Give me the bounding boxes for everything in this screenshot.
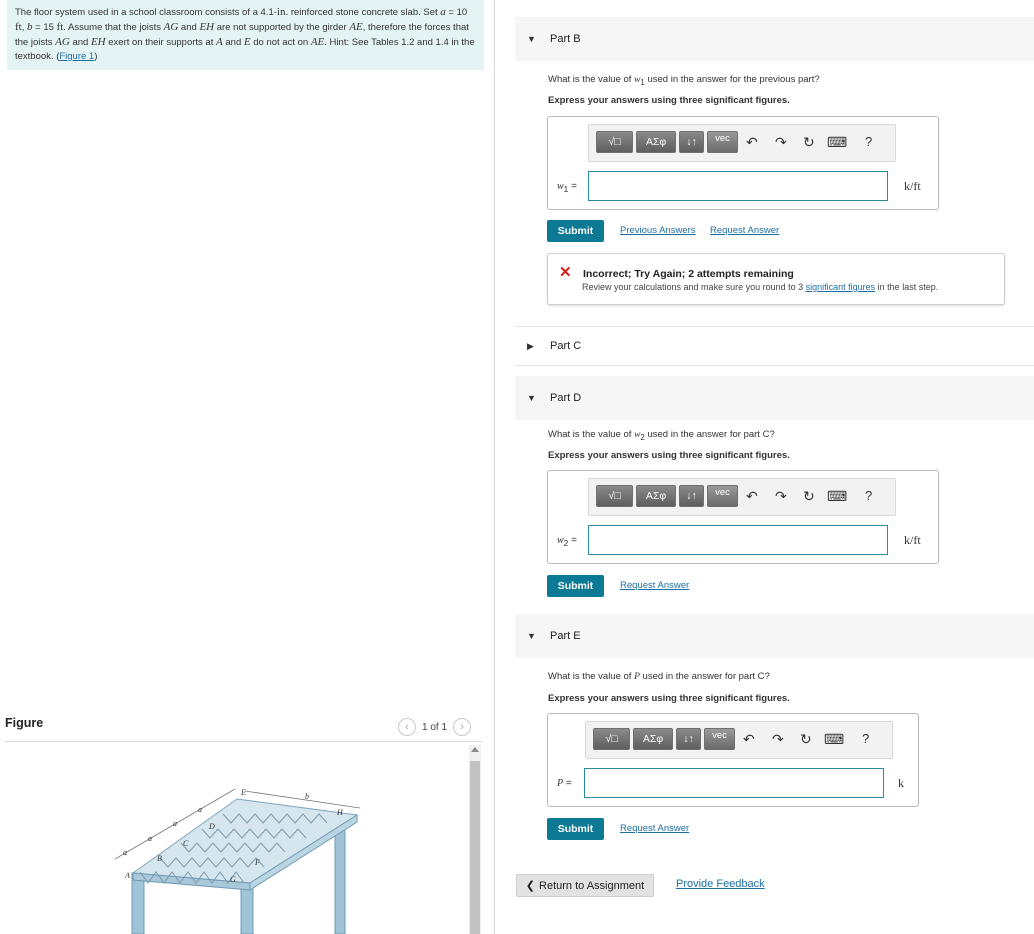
w2-answer-input[interactable] [588, 525, 888, 555]
error-x-icon: ✕ [559, 264, 572, 281]
dim-label-a: a [198, 805, 202, 814]
p-variable-label: P = [557, 778, 572, 789]
return-to-assignment-button[interactable] [516, 874, 654, 897]
part-e-label: Part E [550, 630, 581, 642]
undo-icon[interactable]: ↶ [746, 488, 758, 504]
feedback-title: Incorrect; Try Again; 2 attempts remaining [583, 268, 794, 280]
dim-label-a: a [173, 819, 177, 828]
part-e-answer-box [547, 713, 919, 807]
part-d-label: Part D [550, 392, 582, 404]
figure-scrollbar[interactable] [469, 745, 481, 934]
reset-icon[interactable]: ↻ [800, 731, 812, 747]
point-label-H: H [337, 808, 343, 817]
part-d-header[interactable] [515, 376, 1034, 420]
undo-icon[interactable]: ↶ [746, 134, 758, 150]
provide-feedback-link[interactable]: Provide Feedback [676, 878, 765, 890]
w2-unit: k/ft [904, 533, 921, 547]
vector-button[interactable]: vec [707, 485, 738, 507]
return-label: Return to Assignment [539, 879, 645, 892]
part-b-instruction: Express your answers using three significant figures. [548, 95, 790, 106]
collapsed-triangle-icon: ▶ [527, 340, 534, 351]
dim-label-a: a [123, 848, 127, 857]
figure-page-count: 1 of 1 [422, 721, 448, 733]
problem-statement: The floor system used in a school classroom consists of a 4.1-in. reinforced stone concrete slab. Set a = 10 ft, b = 15 ft. Assume that the joists AG and EH are not supported by the girder AE, therefore the forces that the joists AG and EH exert on their supports at A and E do not act on AE. Hint: See Tables 1.2 and 1.4 in the textbook. (Figure 1) [7, 0, 484, 70]
part-d-answer-box [547, 470, 939, 564]
keyboard-icon[interactable]: ⌨ [827, 488, 848, 504]
part-b-question: What is the value of $w_1$ used in the answer for the previous part? [548, 74, 820, 87]
w1-variable-label: $w_1$ = [557, 181, 577, 194]
part-e-submit-button[interactable]: Submit [547, 818, 604, 840]
left-pane [0, 0, 495, 934]
next-figure-icon[interactable]: › [453, 718, 471, 736]
templates-button[interactable]: √□ [596, 485, 633, 507]
w2-variable-label: $w_2$ = [557, 535, 577, 548]
figure-pager [398, 716, 471, 738]
part-b-label: Part B [550, 33, 581, 45]
part-b-submit-button[interactable]: Submit [547, 220, 604, 242]
incorrect-feedback [547, 253, 1005, 305]
greek-symbols-button[interactable]: ΑΣφ [633, 728, 673, 750]
vector-button[interactable]: vec [707, 131, 738, 153]
part-c-label: Part C [550, 340, 582, 352]
point-label-B: B [157, 854, 162, 863]
dim-label-a: a [148, 834, 152, 843]
w1-unit: k/ft [904, 179, 921, 193]
part-c-header[interactable] [515, 326, 1034, 366]
expanded-triangle-icon: ▼ [527, 393, 536, 403]
dim-label-b: b [305, 792, 309, 801]
keyboard-icon[interactable]: ⌨ [827, 134, 848, 150]
part-d-question: What is the value of $w_2$ used in the answer for part C? [548, 429, 775, 442]
templates-button[interactable]: √□ [593, 728, 630, 750]
redo-icon[interactable]: ↷ [775, 134, 787, 150]
part-e-header[interactable] [515, 614, 1034, 658]
part-e-instruction: Express your answers using three significant figures. [548, 693, 790, 704]
part-b-answer-box [547, 116, 939, 210]
math-toolbar [585, 721, 893, 759]
help-icon[interactable]: ? [865, 488, 873, 503]
part-d-request-answer-link[interactable]: Request Answer [620, 580, 690, 591]
part-d-submit-button[interactable]: Submit [547, 575, 604, 597]
point-label-E: E [241, 788, 246, 797]
redo-icon[interactable]: ↷ [772, 731, 784, 747]
greek-symbols-button[interactable]: ΑΣφ [636, 485, 676, 507]
part-b-request-answer-link[interactable]: Request Answer [710, 225, 780, 236]
help-icon[interactable]: ? [862, 731, 870, 746]
math-toolbar [588, 478, 896, 516]
point-label-C: C [183, 839, 189, 848]
previous-answers-link[interactable]: Previous Answers [620, 225, 696, 236]
divider [5, 741, 482, 742]
p-answer-input[interactable] [584, 768, 884, 798]
point-label-G: G [230, 875, 236, 884]
vector-button[interactable]: vec [704, 728, 735, 750]
point-label-F: F [255, 858, 260, 867]
undo-icon[interactable]: ↶ [743, 731, 755, 747]
p-unit: k [898, 776, 904, 790]
feedback-text: Review your calculations and make sure you round to 3 significant figures in the last step. [582, 282, 939, 292]
help-icon[interactable]: ? [865, 134, 873, 149]
point-label-D: D [209, 822, 215, 831]
arrows-button[interactable]: ↓↑ [679, 131, 704, 153]
expanded-triangle-icon: ▼ [527, 34, 536, 44]
part-b-header[interactable] [515, 17, 1034, 61]
chevron-left-icon: ❮ [525, 880, 536, 892]
math-toolbar [588, 124, 896, 162]
part-e-question: What is the value of P used in the answer for part C? [548, 671, 770, 682]
reset-icon[interactable]: ↻ [803, 488, 815, 504]
greek-symbols-button[interactable]: ΑΣφ [636, 131, 676, 153]
figure-title: Figure [5, 716, 44, 730]
w1-answer-input[interactable] [588, 171, 888, 201]
right-pane [515, 0, 1034, 934]
keyboard-icon[interactable]: ⌨ [824, 731, 845, 747]
prev-figure-icon[interactable]: ‹ [398, 718, 416, 736]
part-e-request-answer-link[interactable]: Request Answer [620, 823, 690, 834]
redo-icon[interactable]: ↷ [775, 488, 787, 504]
arrows-button[interactable]: ↓↑ [676, 728, 701, 750]
scroll-thumb[interactable] [470, 761, 480, 934]
point-label-A: A [125, 871, 130, 880]
expanded-triangle-icon: ▼ [527, 631, 536, 641]
templates-button[interactable]: √□ [596, 131, 633, 153]
arrows-button[interactable]: ↓↑ [679, 485, 704, 507]
scroll-up-icon[interactable] [471, 747, 479, 752]
reset-icon[interactable]: ↻ [803, 134, 815, 150]
floor-system-figure [5, 745, 465, 934]
part-d-instruction: Express your answers using three significant figures. [548, 450, 790, 461]
